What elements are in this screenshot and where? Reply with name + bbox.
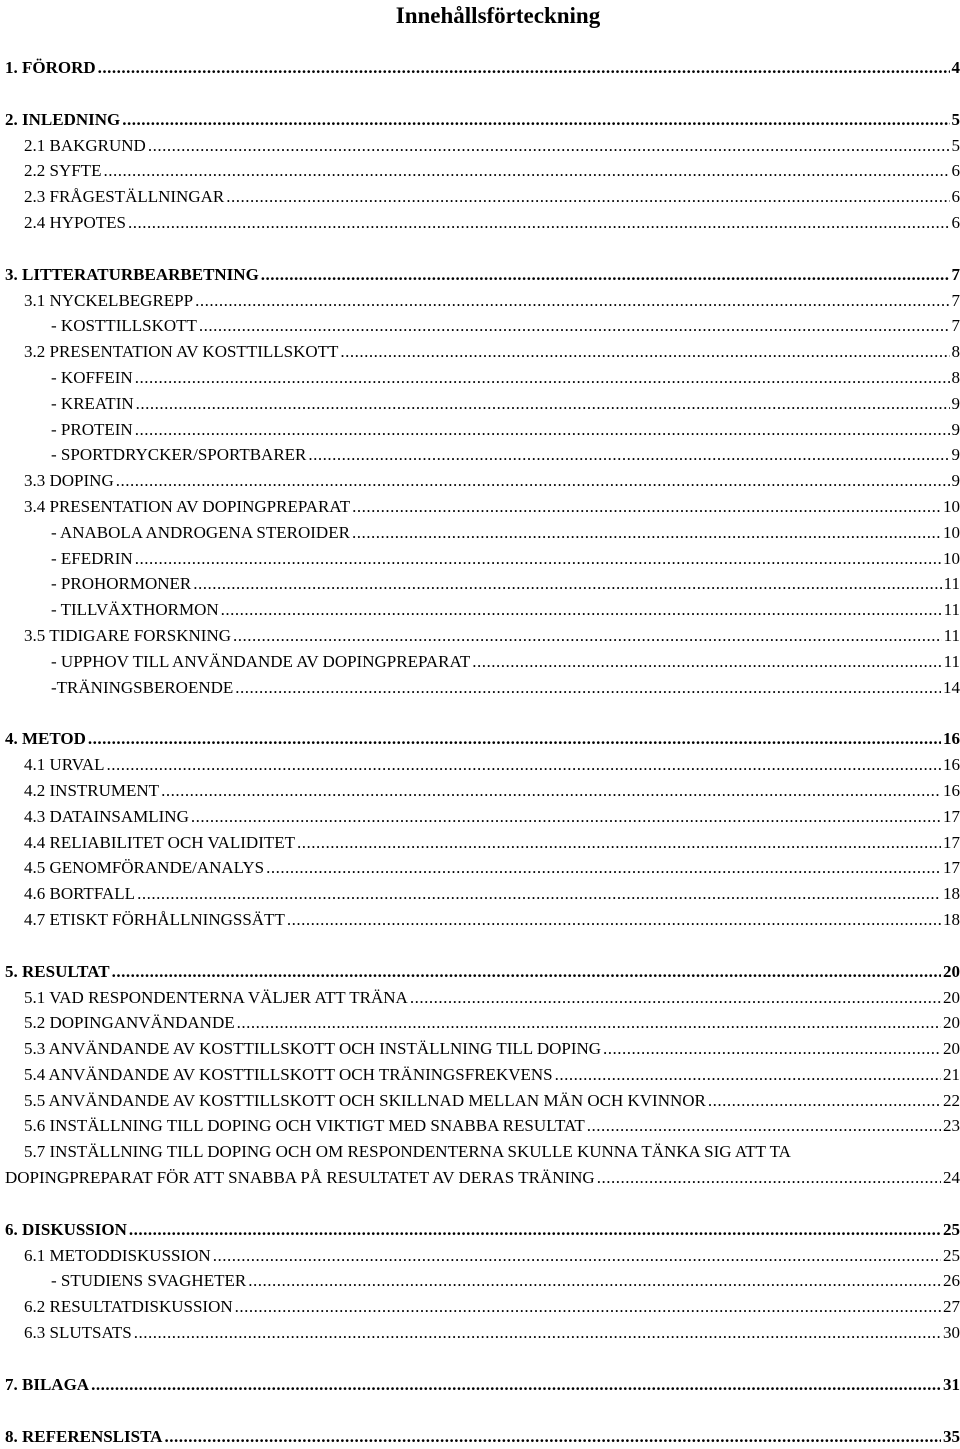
toc-entry[interactable] (5, 210, 960, 236)
dot-leader (597, 1165, 941, 1191)
dot-leader (107, 752, 941, 778)
dot-leader (248, 1268, 941, 1294)
toc-entry-label: - UPPHOV TILL ANVÄNDANDE AV DOPINGPREPARAT (51, 649, 470, 675)
toc-entry-page-number: 16 (943, 752, 960, 778)
dot-leader (287, 907, 941, 933)
toc-entry-page-number: 7 (952, 313, 960, 339)
toc-entry-label: 1. FÖRORD (5, 55, 96, 81)
toc-entry-page-number: 5 (952, 107, 960, 133)
toc-entry-page-number: 10 (943, 546, 960, 572)
toc-entry[interactable] (5, 1243, 960, 1269)
toc-entry[interactable] (5, 1062, 960, 1088)
table-of-contents (5, 55, 960, 1449)
toc-entry-page-number: 9 (952, 391, 960, 417)
dot-leader (308, 442, 949, 468)
dot-leader (191, 804, 941, 830)
toc-entry-page-number: 17 (943, 855, 960, 881)
toc-entry[interactable] (5, 881, 960, 907)
dot-leader (136, 391, 950, 417)
toc-entry-label: 6.3 SLUTSATS (24, 1320, 132, 1346)
dot-leader (410, 985, 941, 1011)
toc-entry-label: 3.5 TIDIGARE FORSKNING (24, 623, 231, 649)
toc-entry-page-number: 11 (944, 597, 960, 623)
toc-entry-page-number: 6 (952, 184, 960, 210)
toc-entry-page-number: 9 (952, 442, 960, 468)
toc-section (5, 107, 960, 236)
toc-entry-label: - PROHORMONER (51, 571, 191, 597)
toc-entry[interactable] (5, 133, 960, 159)
dot-leader (135, 417, 950, 443)
toc-entry-label: 4. METOD (5, 726, 86, 752)
toc-entry-page-number: 8 (952, 365, 960, 391)
toc-entry-page-number: 17 (943, 830, 960, 856)
toc-entry-label: 5.3 ANVÄNDANDE AV KOSTTILLSKOTT OCH INSTÄLLNING TILL DOPING (24, 1036, 601, 1062)
toc-section (5, 959, 960, 1191)
dot-leader (195, 288, 949, 314)
toc-entry[interactable] (5, 313, 960, 339)
toc-entry-page-number: 16 (943, 726, 960, 752)
toc-entry[interactable] (5, 571, 960, 597)
toc-entry-page-number: 14 (943, 675, 960, 701)
toc-entry-page-number: 25 (943, 1217, 960, 1243)
toc-entry-page-number: 18 (943, 881, 960, 907)
dot-leader (221, 597, 942, 623)
toc-entry-label: -TRÄNINGSBEROENDE (51, 675, 233, 701)
toc-entry-page-number: 11 (944, 623, 960, 649)
toc-entry-page-number: 21 (943, 1062, 960, 1088)
toc-entry[interactable] (5, 107, 960, 133)
toc-entry-page-number: 11 (944, 571, 960, 597)
toc-entry-page-number: 10 (943, 520, 960, 546)
toc-entry-label: 3. LITTERATURBEARBETNING (5, 262, 259, 288)
toc-entry-label: - STUDIENS SVAGHETER (51, 1268, 246, 1294)
dot-leader (129, 1217, 941, 1243)
toc-entry-label: 7. BILAGA (5, 1372, 89, 1398)
dot-leader (235, 1294, 941, 1320)
toc-entry-label: 6. DISKUSSION (5, 1217, 127, 1243)
toc-entry-label: 4.1 URVAL (24, 752, 105, 778)
toc-entry[interactable] (5, 55, 960, 81)
toc-entry-label: 8. REFERENSLISTA (5, 1424, 162, 1449)
toc-entry[interactable] (5, 623, 960, 649)
toc-entry[interactable] (5, 468, 960, 494)
dot-leader (340, 339, 949, 365)
toc-entry[interactable] (5, 985, 960, 1011)
toc-entry-page-number: 22 (943, 1088, 960, 1114)
dot-leader (98, 55, 950, 81)
toc-entry-label: - KOSTTILLSKOTT (51, 313, 197, 339)
toc-entry[interactable] (5, 1088, 960, 1114)
dot-leader (148, 133, 950, 159)
toc-entry-page-number: 8 (952, 339, 960, 365)
toc-entry-label: 6.1 METODDISKUSSION (24, 1243, 211, 1269)
toc-entry-label: 5.6 INSTÄLLNING TILL DOPING OCH VIKTIGT MED SNABBA RESULTAT (24, 1113, 585, 1139)
dot-leader (266, 855, 941, 881)
dot-leader (112, 959, 941, 985)
toc-entry-label: 2.1 BAKGRUND (24, 133, 146, 159)
toc-entry[interactable] (5, 597, 960, 623)
toc-entry-page-number: 26 (943, 1268, 960, 1294)
toc-entry[interactable] (5, 1165, 960, 1191)
dot-leader (237, 1010, 941, 1036)
toc-entry[interactable] (5, 442, 960, 468)
dot-leader (352, 520, 941, 546)
toc-entry[interactable] (5, 184, 960, 210)
dot-leader (91, 1372, 941, 1398)
toc-entry[interactable] (5, 649, 960, 675)
toc-entry-label: 3.4 PRESENTATION AV DOPINGPREPARAT (24, 494, 350, 520)
dot-leader (116, 468, 950, 494)
toc-entry[interactable] (5, 907, 960, 933)
toc-entry[interactable] (5, 1268, 960, 1294)
dot-leader (297, 830, 941, 856)
toc-entry-page-number: 6 (952, 158, 960, 184)
toc-entry-page-number: 7 (952, 262, 960, 288)
toc-entry-label: 2.4 HYPOTES (24, 210, 126, 236)
toc-entry-label: - EFEDRIN (51, 546, 133, 572)
toc-entry[interactable] (5, 726, 960, 752)
toc-entry-page-number: 10 (943, 494, 960, 520)
toc-entry-page-number: 5 (952, 133, 960, 159)
toc-entry-label: 4.5 GENOMFÖRANDE/ANALYS (24, 855, 264, 881)
toc-entry-label: 5.2 DOPINGANVÄNDANDE (24, 1010, 235, 1036)
toc-entry[interactable] (5, 1320, 960, 1346)
toc-entry-page-number: 9 (952, 468, 960, 494)
toc-entry-label-line1[interactable]: 5.7 INSTÄLLNING TILL DOPING OCH OM RESPONDENTERNA SKULLE KUNNA TÄNKA SIG ATT TA (5, 1139, 960, 1165)
toc-entry-label: 5.4 ANVÄNDANDE AV KOSTTILLSKOTT OCH TRÄNINGSFREKVENS (24, 1062, 553, 1088)
toc-entry[interactable] (5, 365, 960, 391)
toc-entry-label: 2.2 SYFTE (24, 158, 101, 184)
dot-leader (135, 546, 941, 572)
toc-entry-page-number: 20 (943, 1010, 960, 1036)
page-title: Innehållsförteckning (0, 0, 960, 40)
toc-entry[interactable] (5, 959, 960, 985)
toc-entry[interactable] (5, 262, 960, 288)
toc-section (5, 55, 960, 81)
toc-entry-label: 2. INLEDNING (5, 107, 120, 133)
dot-leader (128, 210, 949, 236)
toc-section (5, 1424, 960, 1449)
dot-leader (603, 1036, 941, 1062)
toc-entry[interactable] (5, 494, 960, 520)
toc-entry[interactable] (5, 855, 960, 881)
toc-entry[interactable] (5, 1113, 960, 1139)
toc-entry[interactable] (5, 778, 960, 804)
toc-entry-label: 4.3 DATAINSAMLING (24, 804, 189, 830)
toc-entry-label: 4.6 BORTFALL (24, 881, 135, 907)
toc-entry[interactable] (5, 391, 960, 417)
toc-entry[interactable] (5, 520, 960, 546)
toc-entry-page-number: 27 (943, 1294, 960, 1320)
toc-entry-page-number: 23 (943, 1113, 960, 1139)
toc-entry-label: - TILLVÄXTHORMON (51, 597, 219, 623)
toc-section (5, 1217, 960, 1346)
dot-leader (103, 158, 949, 184)
toc-entry[interactable] (5, 417, 960, 443)
toc-entry-page-number: 30 (943, 1320, 960, 1346)
toc-entry[interactable] (5, 1424, 960, 1449)
toc-entry-label: 6.2 RESULTATDISKUSSION (24, 1294, 233, 1320)
dot-leader (164, 1424, 941, 1449)
toc-entry-label: - SPORTDRYCKER/SPORTBARER (51, 442, 306, 468)
toc-entry-label: 4.4 RELIABILITET OCH VALIDITET (24, 830, 295, 856)
dot-leader (233, 623, 942, 649)
toc-entry-page-number: 18 (943, 907, 960, 933)
toc-entry-page-number: 7 (952, 288, 960, 314)
toc-entry-label: 3.3 DOPING (24, 468, 114, 494)
toc-entry-label: 5.5 ANVÄNDANDE AV KOSTTILLSKOTT OCH SKILLNAD MELLAN MÄN OCH KVINNOR (24, 1088, 706, 1114)
dot-leader (137, 881, 941, 907)
toc-entry[interactable] (5, 1036, 960, 1062)
toc-entry-label: 4.2 INSTRUMENT (24, 778, 159, 804)
toc-entry-label: - KOFFEIN (51, 365, 133, 391)
toc-entry-page-number: 17 (943, 804, 960, 830)
toc-entry-label: - ANABOLA ANDROGENA STEROIDER (51, 520, 350, 546)
toc-section (5, 726, 960, 932)
toc-section (5, 1372, 960, 1398)
toc-entry[interactable] (5, 752, 960, 778)
toc-entry[interactable] (5, 1294, 960, 1320)
dot-leader (134, 1320, 941, 1346)
dot-leader (472, 649, 941, 675)
toc-entry-page-number: 35 (943, 1424, 960, 1449)
toc-entry-label: - PROTEIN (51, 417, 133, 443)
toc-entry-page-number: 25 (943, 1243, 960, 1269)
toc-entry-label: 2.3 FRÅGESTÄLLNINGAR (24, 184, 224, 210)
toc-entry-label: 3.2 PRESENTATION AV KOSTTILLSKOTT (24, 339, 338, 365)
toc-entry[interactable] (5, 675, 960, 701)
toc-entry-page-number: 9 (952, 417, 960, 443)
toc-entry-label: DOPINGPREPARAT FÖR ATT SNABBA PÅ RESULTATET AV DERAS TRÄNING (5, 1165, 595, 1191)
dot-leader (708, 1088, 941, 1114)
dot-leader (122, 107, 949, 133)
toc-entry-page-number: 4 (952, 55, 960, 81)
dot-leader (193, 571, 941, 597)
dot-leader (213, 1243, 941, 1269)
toc-entry-page-number: 31 (943, 1372, 960, 1398)
dot-leader (88, 726, 941, 752)
toc-entry-page-number: 11 (944, 649, 960, 675)
toc-entry-label: 4.7 ETISKT FÖRHÅLLNINGSSÄTT (24, 907, 285, 933)
toc-entry[interactable] (5, 1372, 960, 1398)
dot-leader (587, 1113, 941, 1139)
dot-leader (199, 313, 950, 339)
toc-entry[interactable] (5, 804, 960, 830)
toc-entry[interactable] (5, 1217, 960, 1243)
dot-leader (352, 494, 941, 520)
toc-section (5, 262, 960, 701)
toc-entry[interactable] (5, 288, 960, 314)
toc-entry-page-number: 20 (943, 985, 960, 1011)
toc-entry-label: 5.1 VAD RESPONDENTERNA VÄLJER ATT TRÄNA (24, 985, 408, 1011)
dot-leader (261, 262, 950, 288)
toc-entry-page-number: 20 (943, 959, 960, 985)
toc-entry-page-number: 6 (952, 210, 960, 236)
dot-leader (161, 778, 941, 804)
toc-entry-label: 5. RESULTAT (5, 959, 110, 985)
dot-leader (135, 365, 950, 391)
toc-entry-page-number: 16 (943, 778, 960, 804)
toc-entry-page-number: 24 (943, 1165, 960, 1191)
dot-leader (235, 675, 941, 701)
dot-leader (555, 1062, 941, 1088)
toc-entry-page-number: 20 (943, 1036, 960, 1062)
toc-entry[interactable] (5, 830, 960, 856)
toc-entry-label: - KREATIN (51, 391, 134, 417)
dot-leader (226, 184, 949, 210)
toc-entry[interactable] (5, 1010, 960, 1036)
toc-entry[interactable] (5, 158, 960, 184)
toc-entry-label: 3.1 NYCKELBEGREPP (24, 288, 193, 314)
toc-entry[interactable] (5, 546, 960, 572)
toc-entry[interactable] (5, 339, 960, 365)
